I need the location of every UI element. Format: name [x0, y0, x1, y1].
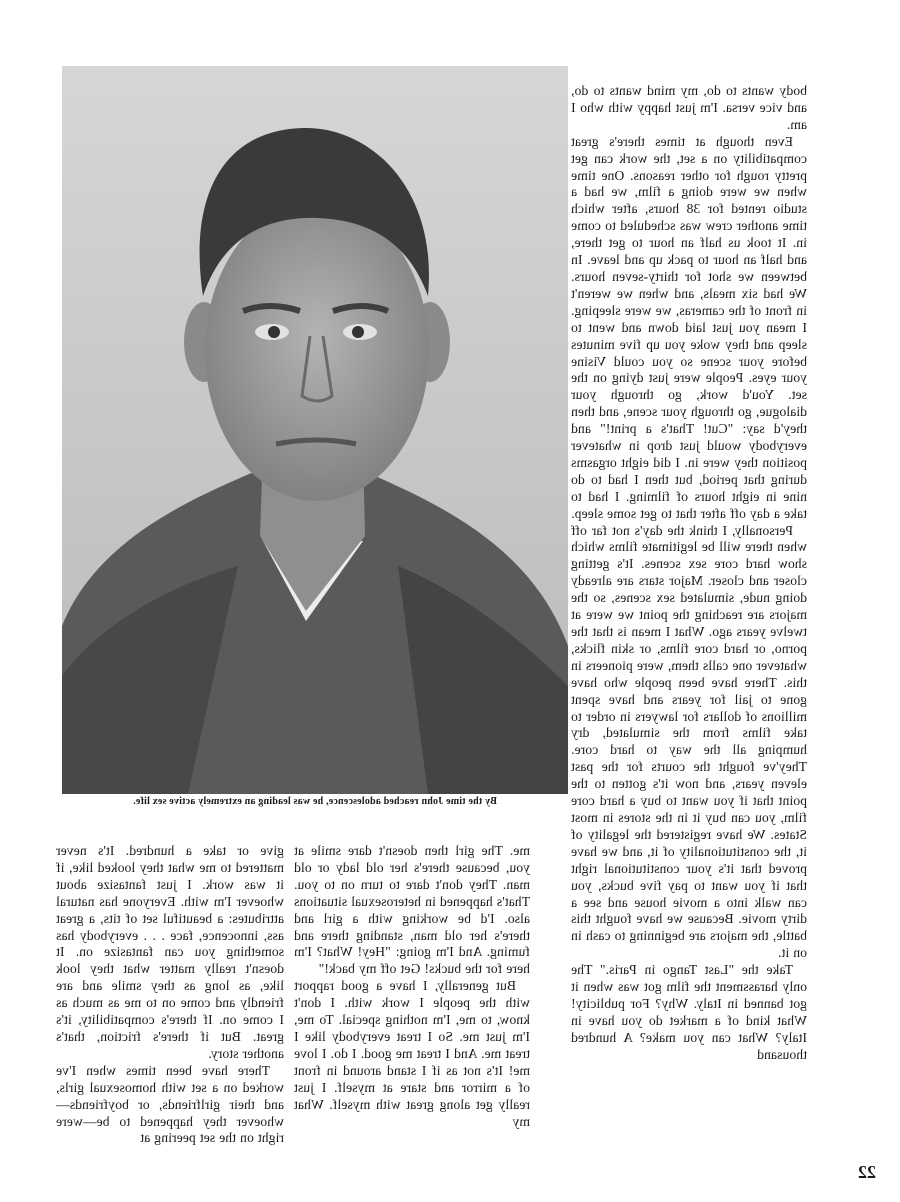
portrait-photo [62, 66, 568, 794]
paragraph: Take the "Last Tango in Paris." The only harassment the film got was when it got banned in Italy. Why? For publicity! What kind of a market do you have in Italy? What can you make? A hundred thousand [571, 962, 807, 1062]
article-column-1 [571, 83, 807, 1153]
photo-caption: By the time John reached adolescence, he was leading an extremely active sex life. [132, 796, 498, 807]
paragraph: Even though at times there's great compatibility on a set, the work can get pretty rough for other reasons. One time when we were doing a film, we had a studio rented for 38 hours, after which time another crew was scheduled to come in. It took us half an hour to get there, and half an hour to pack up and leave. In between we shot for thirty-seven hours. We had six meals, and when we weren't in front of the cameras, we were sleeping. I mean you just laid down and went to sleep and they woke you up five minutes before your scene so you could Visine your eyes. People were just dying on the set. You'd work, go through your dialogue, go through your scene, and then they'd say: "Cut! That's a print!" and everybody would just drop in whatever position they were in. I did eight orgasms during that period, but then I had to do nine in eight hours of filming. I had to take a day off after that to get some sleep. [571, 133, 807, 521]
article-column-2 [294, 843, 530, 1153]
article-column-3 [56, 843, 284, 1153]
paragraph: give or take a hundred. It's never mattered to me what they looked like, if it was work. I just fantasize about whoever I'm with. Everyone has natural attributes: a beautiful set of tits, a great ass, innocence, face . . . everybody has something you can fantasize on. It doesn't really matter what they look like, as long as they smile and are friendly and come on to me as much as I come on. If there's compatibility, it's great. But if there's friction, that's another story. [56, 843, 284, 1061]
paragraph: body wants to do, my mind wants to do, and vice versa. I'm just happy with who I am. [571, 83, 807, 132]
page-number: 22 [858, 1162, 876, 1182]
paragraph: me. The girl then doesn't dare smile at you, because there's her old lady or old man. They don't dare to turn on to you. That's happened in heterosexual situations also. I'd be working with a girl and there's her old man, standing there and fuming. And I'm going: "Hey! What? I'm here for the bucks! Get off my back!" [294, 843, 530, 977]
paragraph: There have been times when I've worked on a set with homosexual girls, and their girlfriends, or boyfriends—whoever they happened to be—were right on the set peering at [56, 1062, 284, 1146]
paragraph: But generally, I have a good rapport with the people I work with. I don't know, to me, I'm nothing special. To me, I'm just me. So I treat everybody like I treat me. And I treat me good. I do. I love me! It's not as if I stand around in front of a mirror and stare at myself. I just really get along great with myself. What my [294, 978, 530, 1129]
paragraph: Personally, I think the day's not far off when there will be legitimate films which show hard core sex scenes. It's getting closer and closer. Major stars are already doing nude, simulated sex scenes, so the majors are reaching the point we were at twelve years ago. What I mean is that the porno, or hard core films, or skin flicks, whatever one calls them, were pioneers in this. There have been people who have gone to jail for years and have spent millions of dollars for lawyers in order to take films from the simulated, dry humping all the way to hard core. They've fought the courts for the past eleven years, and now it's gotten to the point that if you want to buy a hard core film, you can buy it in the stores in most States. We have registered the legality of it, the constitutionality of it, and we have proved that it's your constitutional right that if you want to pay five bucks, you can walk into a movie house and see a dirty movie. Because we have fought this battle, the majors are beginning to cash in on it. [571, 522, 807, 961]
